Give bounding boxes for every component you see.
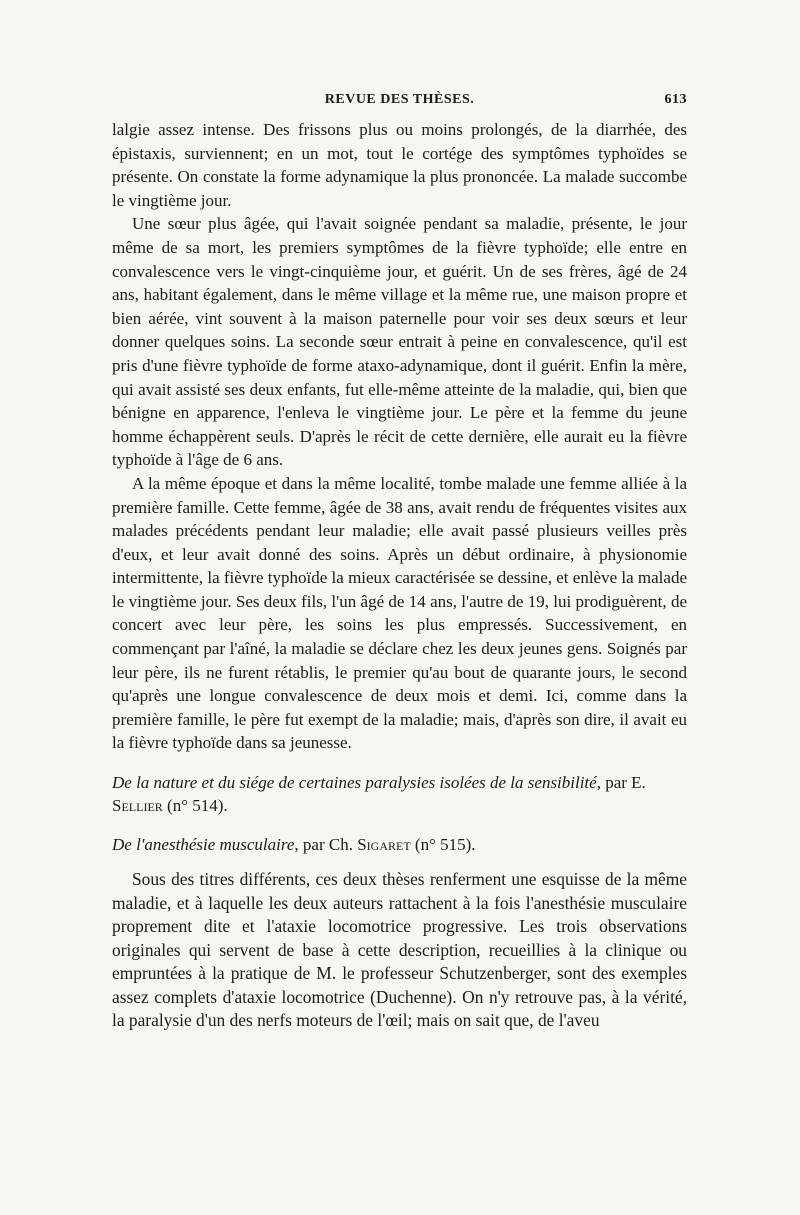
thesis-entry-sigaret xyxy=(112,833,687,856)
paragraph-sister-and-family: Une sœur plus âgée, qui l'avait soignée pendant sa maladie, présente, le jour même de sa mort, les premiers symptômes de la fièvre typhoïde; elle entre en convalescence vers le vingt-cinquième jour, et guérit. Un de ses frères, âgé de 24 ans, habitant également, dans le même village et la même rue, une maison propre et bien aérée, vint souvent à la maison paternelle pour voir ses deux sœurs et leur donner quelques soins. La seconde sœur entrait à peine en convalescence, qu'il est pris d'une fièvre typhoïde de forme ataxo-adynamique, dont il guérit. Enfin la mère, qui avait assisté ses deux enfants, fut elle-même atteinte de la maladie, qui, bien que bénigne en apparence, l'enleva le vingtième jour. Le père et la femme du jeune homme échappèrent seuls. D'après le récit de cette dernière, elle aurait eu la fièvre typhoïde à l'âge de 6 ans. xyxy=(112,214,687,470)
page-number: 613 xyxy=(664,92,687,107)
paragraph-continued: lalgie assez intense. Des frissons plus ou moins prolongés, de la diarrhée, des épistaxis, surviennent; en un mot, tout le cortége des symptômes typhoïdes se présente. On constate la forme adynamique la plus prononcée. La malade succombe le vingtième jour. xyxy=(112,120,687,210)
thesis-author: Sigaret xyxy=(357,835,411,855)
thesis-number: (n° 514). xyxy=(162,796,228,816)
thesis-title: De l'anesthésie musculaire xyxy=(112,835,295,855)
thesis-title: De la nature et du siége de certaines paralysies isolées de la sensibilité, xyxy=(112,773,601,793)
paragraph-review: Sous des titres différents, ces deux thèses renferment une esquisse de la même maladie, et à laquelle les deux auteurs rattachent à la fois l'anesthésie musculaire proprement dite et l'ataxie locomotrice progressive. Les trois observations originales qui servent de base à cette description, recueillies à la clinique ou empruntées à la pratique de M. le professeur Schutzenberger, sont des exemples assez complets d'ataxie locomotrice (Duchenne). On n'y retrouve pas, à la vérité, la paralysie d'un des nerfs moteurs de l'œil; mais on sait que, de l'aveu xyxy=(112,869,687,1031)
thesis-entry-sellier xyxy=(112,771,687,817)
thesis-author: Sellier xyxy=(112,796,163,816)
thesis-by: , par Ch. xyxy=(294,835,358,855)
thesis-by: par E. xyxy=(605,773,646,793)
paragraph-allied-woman: A la même époque et dans la même localité, tombe malade une femme alliée à la première famille. Cette femme, âgée de 38 ans, avait rendu de fréquentes visites aux malades précédents pendant leur maladie; elle avait passé plusieurs veilles près d'eux, et leur avait donné des soins. Après un début ordinaire, à physionomie intermittente, la fièvre typhoïde la mieux caractérisée se dessine, et enlève la malade le vingtième jour. Ses deux fils, l'un âgé de 14 ans, l'autre de 19, lui prodiguèrent, de concert avec leur père, les soins les plus empressés. Successivement, en commençant par l'aîné, la maladie se déclare chez les deux jeunes gens. Soignés par leur père, ils ne furent rétablis, le premier qu'au bout de quarante jours, le second qu'après une longue convalescence de deux mois et demi. Ici, comme dans la première famille, le père fut exempt de la maladie; mais, d'après son dire, il avait eu la fièvre typhoïde dans sa jeunesse. xyxy=(112,473,687,753)
page-header xyxy=(112,92,687,118)
running-title: REVUE DES THÈSES. xyxy=(324,92,475,107)
book-page xyxy=(112,92,687,1033)
thesis-number: (n° 515). xyxy=(410,835,476,855)
